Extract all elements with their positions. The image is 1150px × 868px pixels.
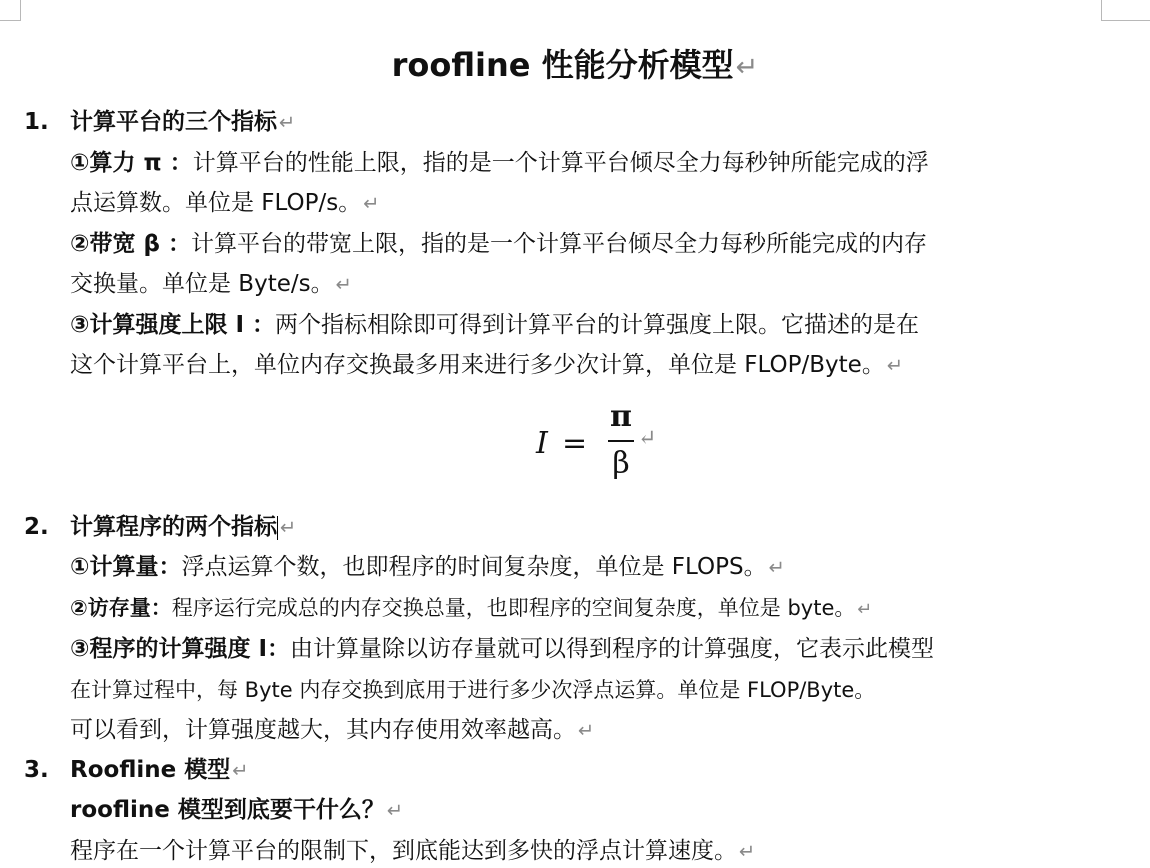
paragraph-line[interactable] xyxy=(70,714,594,747)
section-1-heading[interactable] xyxy=(24,106,295,139)
paragraph-line[interactable] xyxy=(70,349,903,382)
text-cursor xyxy=(277,516,278,540)
body-text: 计算平台的性能上限，指的是一个计算平台倾尽全力每秒钟所能完成的浮 xyxy=(192,150,929,176)
term-label: ①算力 π ： xyxy=(70,150,193,176)
term-label: ③程序的计算强度 I： xyxy=(70,636,291,662)
term-label: ②访存量： xyxy=(70,596,172,620)
paragraph-line[interactable] xyxy=(70,551,785,584)
body-text: 两个指标相除即可得到计算平台的计算强度上限。它描述的是在 xyxy=(275,312,920,338)
paragraph-line[interactable] xyxy=(70,835,755,868)
body-text: 在计算过程中，每 Byte 内存交换到底用于进行多少次浮点运算。单位是 FLOP/Byte。 xyxy=(70,678,876,702)
body-text: 程序在一个计算平台的限制下，到底能达到多快的浮点计算速度。 xyxy=(70,838,737,864)
body-text: 可以看到，计算强度越大，其内存使用效率越高。 xyxy=(70,717,576,743)
section-3-heading[interactable] xyxy=(24,754,249,787)
paragraph-mark-icon: ↵ xyxy=(363,192,380,215)
body-text: 由计算量除以访存量就可以得到程序的计算强度，它表示此模型 xyxy=(290,636,935,662)
paragraph-mark-icon: ↵ xyxy=(232,759,249,782)
paragraph-line[interactable] xyxy=(70,147,929,179)
formula-denominator: β xyxy=(612,446,630,481)
term-label: ①计算量： xyxy=(70,554,182,580)
document-title[interactable] xyxy=(0,40,1150,86)
paragraph-mark-icon: ↵ xyxy=(768,556,785,579)
paragraph-mark-icon: ↵ xyxy=(279,111,296,134)
paragraph-mark-icon: ↵ xyxy=(739,840,756,863)
question-text: roofline 模型到底要干什么？ xyxy=(70,797,385,823)
body-text: 这个计算平台上，单位内存交换最多用来进行多少次计算，单位是 FLOP/Byte。 xyxy=(70,352,885,378)
term-label: ③计算强度上限 I ： xyxy=(70,312,276,338)
paragraph-line[interactable] xyxy=(70,228,927,260)
paragraph-line[interactable] xyxy=(70,633,934,665)
body-text: 点运算数。单位是 FLOP/s。 xyxy=(70,190,362,216)
paragraph-line[interactable] xyxy=(70,674,875,706)
paragraph-mark-icon: ↵ xyxy=(386,799,404,822)
paragraph-mark-icon: ↵ xyxy=(735,52,759,83)
question-line[interactable] xyxy=(70,794,403,827)
fraction-bar xyxy=(608,440,634,442)
section-heading-text: Roofline 模型 xyxy=(70,757,231,783)
formula-equals: = xyxy=(562,426,588,461)
paragraph-line[interactable] xyxy=(70,309,919,341)
section-heading-text: 计算平台的三个指标 xyxy=(70,109,277,135)
paragraph-mark-icon: ↵ xyxy=(578,719,595,742)
term-label: ②带宽 β ： xyxy=(70,231,191,257)
formula-fraction xyxy=(608,396,634,484)
paragraph-mark-icon: ↵ xyxy=(280,516,297,539)
paragraph-line[interactable] xyxy=(70,187,380,220)
paragraph-line[interactable] xyxy=(70,268,352,301)
section-number: 1. xyxy=(24,109,49,135)
paragraph-mark-icon: ↵ xyxy=(886,354,904,377)
paragraph-mark-icon: ↵ xyxy=(335,273,352,296)
crop-mark-top-right xyxy=(1101,0,1150,21)
body-text: 计算平台的带宽上限，指的是一个计算平台倾尽全力每秒所能完成的内存 xyxy=(190,231,927,257)
body-text: 浮点运算个数，也即程序的时间复杂度，单位是 FLOPS。 xyxy=(181,554,767,580)
formula-variable: I xyxy=(536,426,548,461)
formula-numerator: π xyxy=(610,399,632,434)
paragraph-mark-icon: ↵ xyxy=(638,426,657,451)
section-2-heading[interactable] xyxy=(24,511,296,544)
crop-mark-top-left xyxy=(0,0,21,21)
body-text: 程序运行完成总的内存交换总量，也即程序的空间复杂度，单位是 byte。 xyxy=(171,596,856,620)
section-number: 2. xyxy=(24,514,49,540)
section-number: 3. xyxy=(24,757,49,783)
paragraph-line[interactable] xyxy=(70,592,872,626)
title-text: roofline 性能分析模型 xyxy=(391,46,734,84)
section-heading-text: 计算程序的两个指标 xyxy=(70,514,277,540)
body-text: 交换量。单位是 Byte/s。 xyxy=(70,271,334,297)
paragraph-mark-icon: ↵ xyxy=(857,599,873,620)
